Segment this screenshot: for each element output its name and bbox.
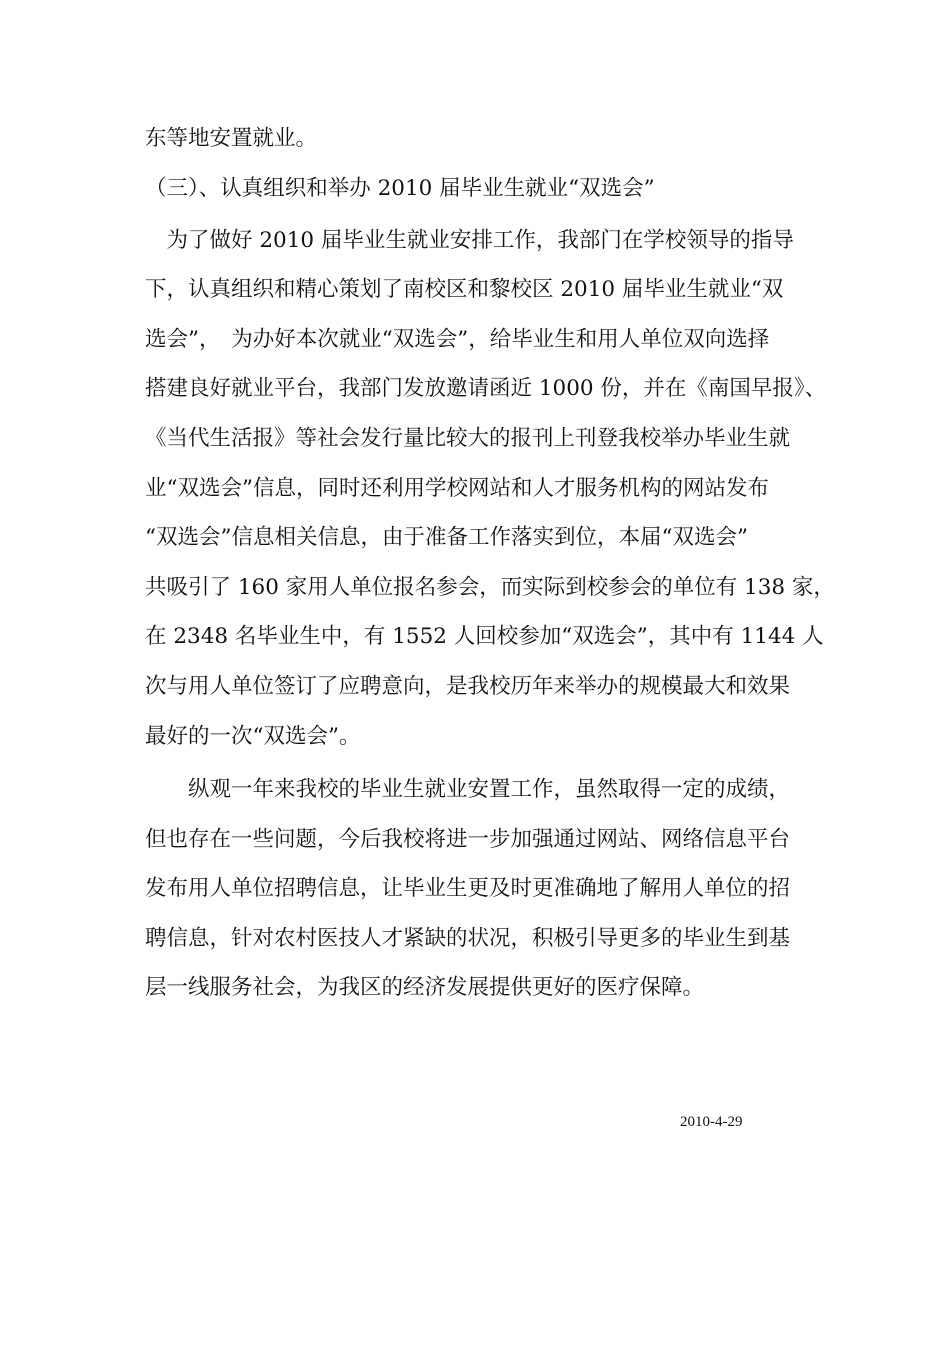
text-line-14: 纵观一年来我校的毕业生就业安置工作，虽然取得一定的成绩， bbox=[145, 777, 791, 802]
text-line-13: 最好的一次“双选会”。 bbox=[145, 724, 361, 749]
text-line-10: 共吸引了 160 家用人单位报名参会，而实际到校参会的单位有 138 家， bbox=[145, 575, 835, 600]
text-line-15: 但也存在一些问题，今后我校将进一步加强通过网站、网络信息平台 bbox=[145, 827, 791, 852]
text-line-7: 《当代生活报》等社会发行量比较大的报刊上刊登我校举办毕业生就 bbox=[145, 426, 791, 451]
section-heading: （三）、认真组织和举办 2010 届毕业生就业“双选会” bbox=[145, 176, 655, 201]
text-line-8: 业“双选会”信息，同时还利用学校网站和人才服务机构的网站发布 bbox=[145, 476, 769, 501]
document-date: 2010-4-29 bbox=[680, 1114, 743, 1130]
text-line-1: 东等地安置就业。 bbox=[145, 126, 318, 151]
text-line-18: 层一线服务社会，为我区的经济发展提供更好的医疗保障。 bbox=[145, 975, 705, 1000]
text-line-11: 在 2348 名毕业生中，有 1552 人回校参加“双选会”，其中有 1144 人 bbox=[145, 624, 824, 649]
text-line-6: 搭建良好就业平台，我部门发放邀请函近 1000 份，并在《南国早报》、 bbox=[145, 376, 827, 401]
text-line-4: 下，认真组织和精心策划了南校区和黎校区 2010 届毕业生就业“双 bbox=[145, 277, 784, 302]
text-line-9: “双选会”信息相关信息，由于准备工作落实到位，本届“双选会” bbox=[145, 525, 748, 550]
text-line-12: 次与用人单位签订了应聘意向，是我校历年来举办的规模最大和效果 bbox=[145, 674, 791, 699]
text-line-17: 聘信息，针对农村医技人才紧缺的状况，积极引导更多的毕业生到基 bbox=[145, 926, 791, 951]
text-line-3: 为了做好 2010 届毕业生就业安排工作，我部门在学校领导的指导 bbox=[145, 228, 794, 253]
text-line-5: 选会”， 为办好本次就业“双选会”，给毕业生和用人单位双向选择 bbox=[145, 327, 770, 352]
text-line-16: 发布用人单位招聘信息，让毕业生更及时更准确地了解用人单位的招 bbox=[145, 876, 791, 901]
